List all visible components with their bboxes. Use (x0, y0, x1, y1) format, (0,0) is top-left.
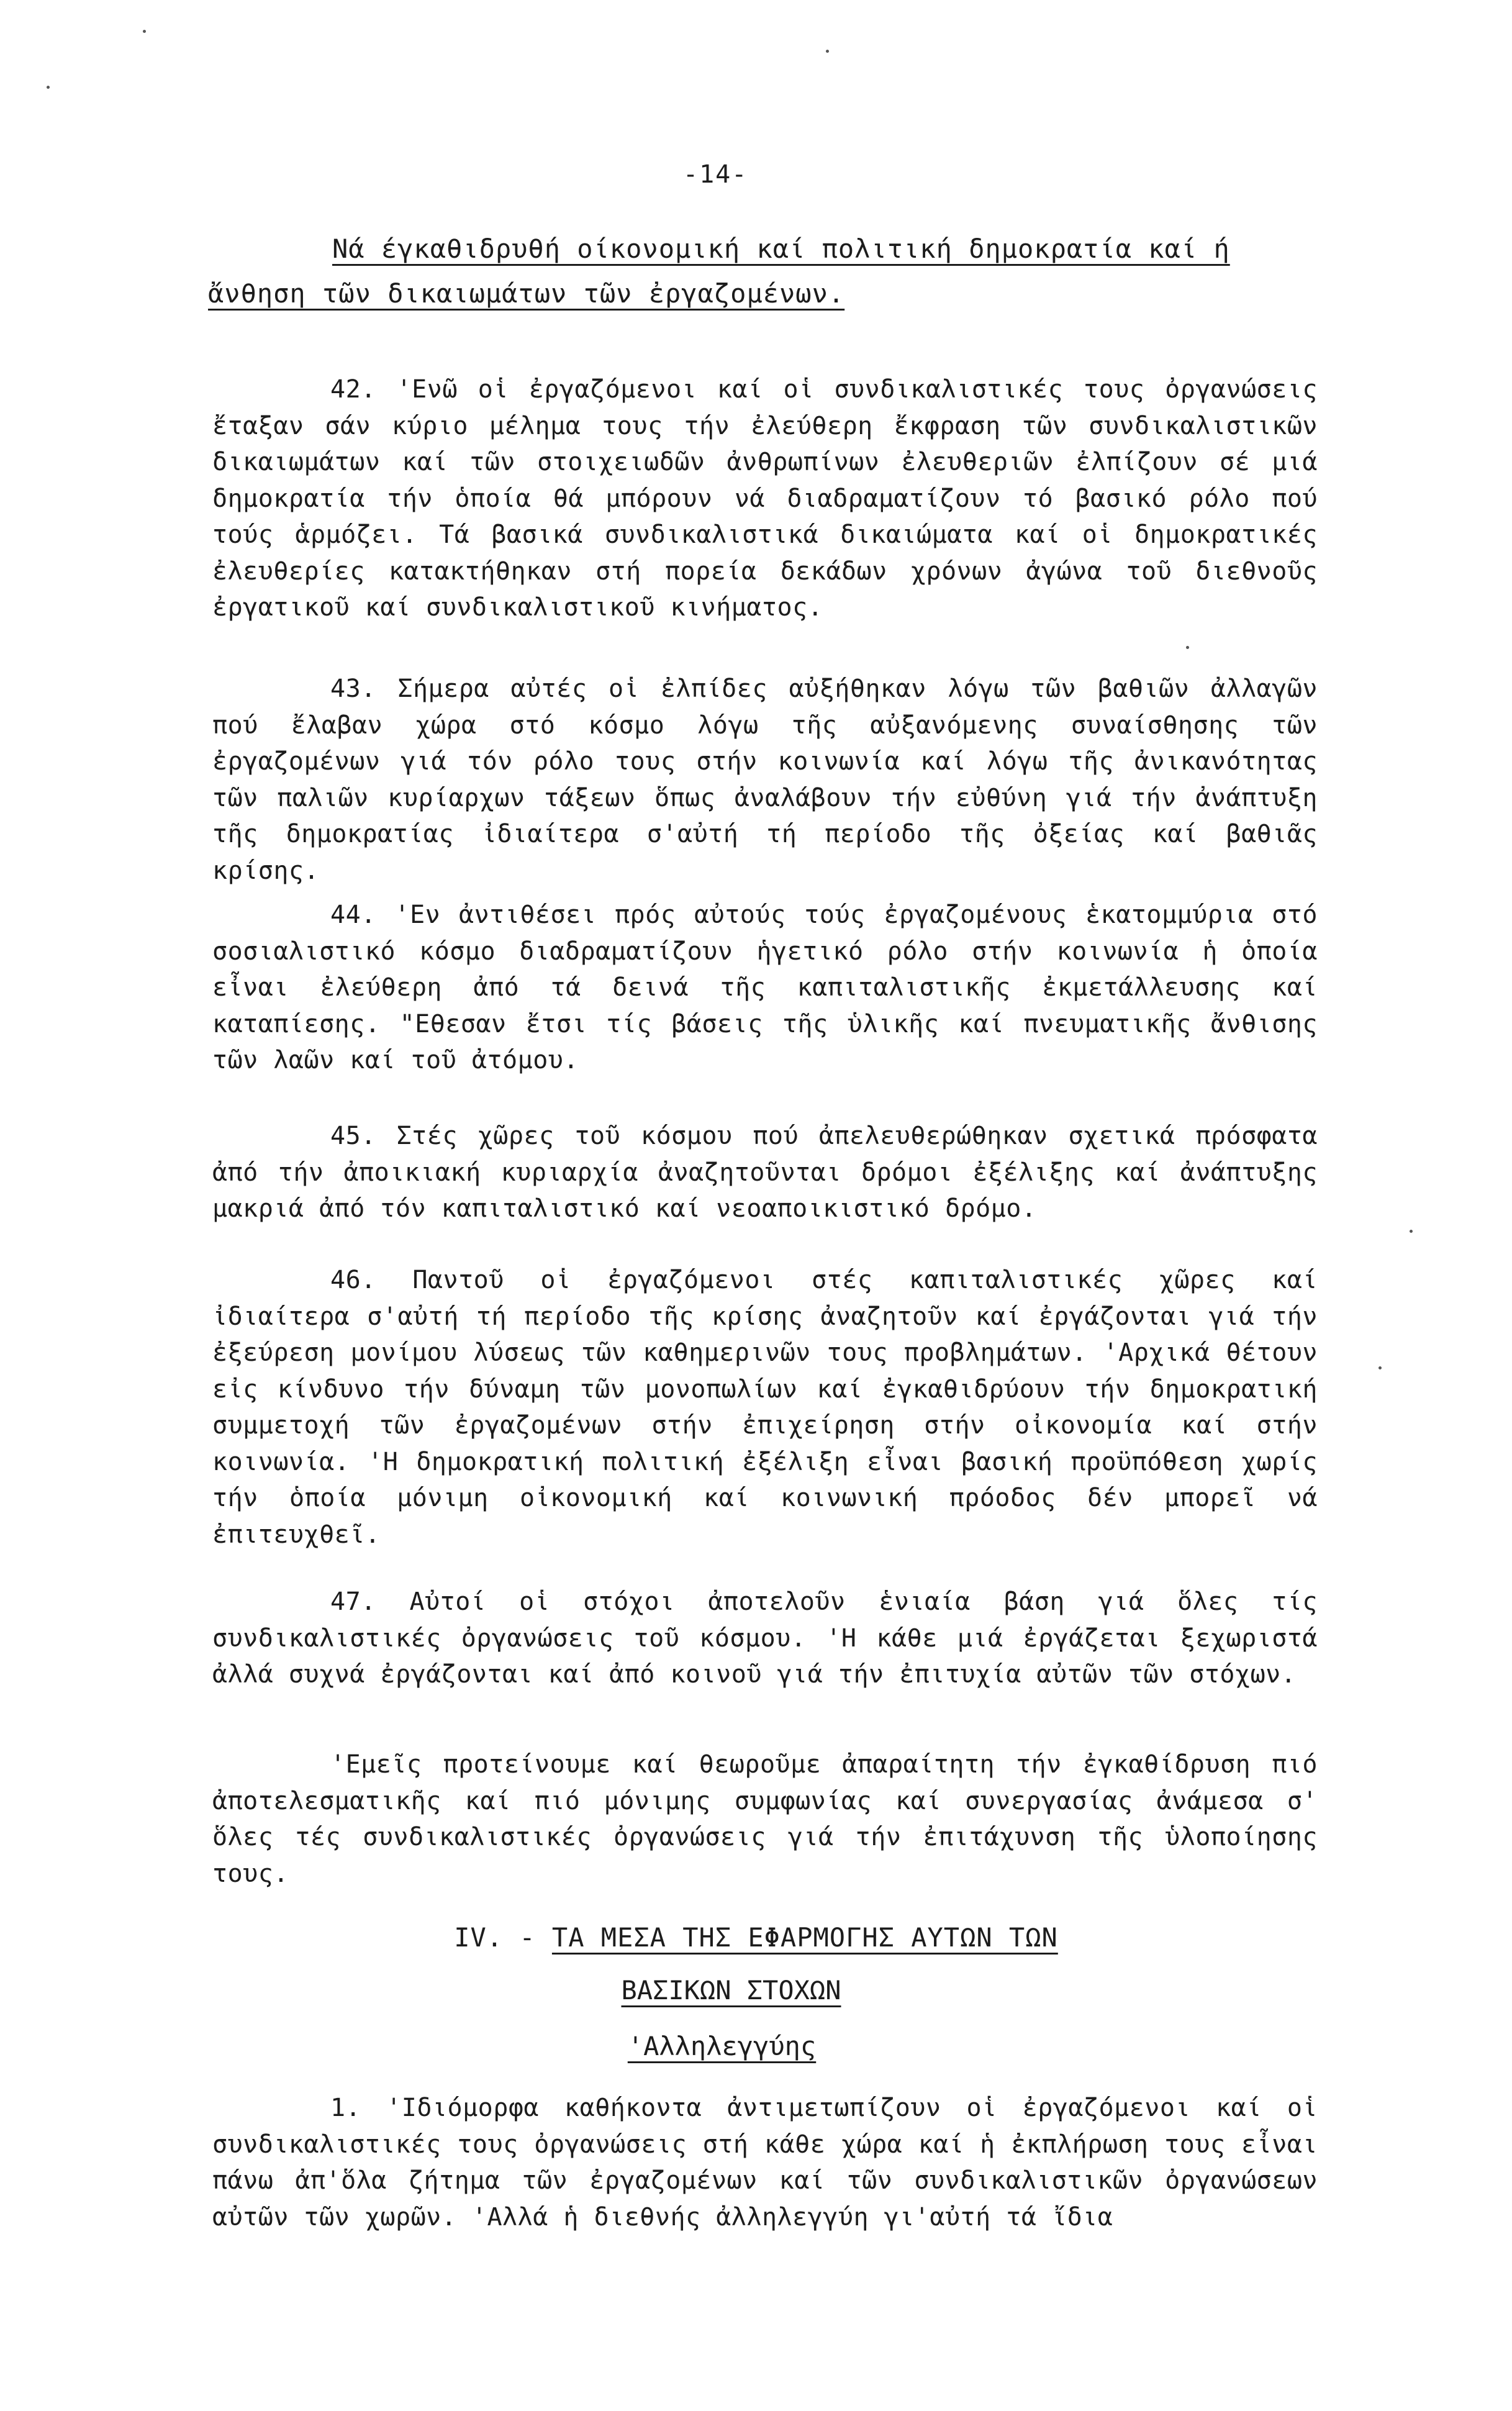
section-heading (208, 227, 1239, 316)
section-iv-title-line-1: ΤΑ ΜΕΣΑ ΤΗΣ ΕΦΑΡΜΟΓΗΣ ΑΥΤΩΝ ΤΩΝ (551, 1922, 1058, 1953)
scan-speck (143, 30, 146, 33)
paragraph-46: 46. Παντοῦ οἱ ἐργαζόμενοι στές καπιταλιστικές χῶρες καί ἰδιαίτερα σ'αὐτή τή περίοδο τῆς κρίσης ἀναζητοῦν καί ἐργάζονται γιά τήν ἐξεύρεση μονίμου λύσεως τῶν καθημερινῶν τους προβλημάτων. 'Αρχικά θέτουν εἰς κίνδυνο τήν δύναμη τῶν μονοπωλίων καί ἐγκαθιδρύουν τήν δημοκρατική συμμετοχή τῶν ἐργαζομένων στήν ἐπιχείρηση στήν οἰκονομία καί στήν κοινωνία. 'Η δημοκρατική πολιτική ἐξέλιξη εἶναι βασική προϋπόθεση χωρίς τήν ὁποία μόνιμη οἰκονομική καί κοινωνική πρόοδος δέν μπορεῖ νά ἐπιτευχθεῖ. (212, 1266, 1318, 1549)
page-number: -14- (683, 160, 748, 189)
paragraph-1: 1. 'Ιδιόμορφα καθήκοντα ἀντιμετωπίζουν οἱ ἐργαζόμενοι καί οἱ συνδικαλιστικές τους ὀργανώσεις στή κάθε χώρα καί ἡ ἐκπλήρωση τους εἶναι πάνω ἀπ'ὅλα ζήτημα τῶν ἐργαζομένων καί τῶν συνδικαλιστικῶν ὀργανώσεων αὐτῶν τῶν χωρῶν. 'Αλλά ἡ διεθνής ἀλληλεγγύη γι'αὐτή τά ἴδια (212, 2094, 1318, 2232)
subtitle-wrap (0, 2031, 1478, 2061)
paragraph-45: 45. Στές χῶρες τοῦ κόσμου πού ἀπελευθερώθηκαν σχετικά πρόσφατα ἀπό τήν ἀποικιακή κυριαρχία ἀναζητοῦνται δρόμοι ἐξέλιξης καί ἀνάπτυξης μακριά ἀπό τόν καπιταλιστικό καί νεοαποικιστικό δρόμο. (212, 1122, 1318, 1223)
paragraph-47: 47. Αὐτοί οἱ στόχοι ἀποτελοῦν ἑνιαία βάση γιά ὅλες τίς συνδικαλιστικές ὀργανώσεις τοῦ κόσμου. 'Η κάθε μιά ἐργάζεται ξεχωριστά ἀλλά συχνά ἐργάζονται καί ἀπό κοινοῦ γιά τήν ἐπιτυχία αὐτῶν τῶν στόχων. (212, 1587, 1318, 1689)
scan-speck (47, 86, 50, 89)
paragraph-42: 42. 'Ενῶ οἱ ἐργαζόμενοι καί οἱ συνδικαλιστικές τους ὀργανώσεις ἔταξαν σάν κύριο μέλημα τους τήν ἐλεύθερη ἔκφραση τῶν συνδικαλιστικῶν δικαιωμάτων καί τῶν στοιχειωδῶν ἀνθρωπίνων ἐλευθεριῶν ἐλπίζουν σέ μιά δημοκρατία τήν ὁποία θά μπόρουν νά διαδραματίζουν τό βασικό ρόλο πού τούς ἁρμόζει. Τά βασικά συνδικαλιστικά δικαιώματα καί οἱ δημοκρατικές ἐλευθερίες κατακτήθηκαν στή πορεία δεκάδων χρόνων ἀγώνα τοῦ διεθνοῦς ἐργατικοῦ καί συνδικαλιστικοῦ κινήματος. (212, 375, 1318, 622)
scan-speck (826, 50, 829, 53)
scan-speck (1410, 1230, 1413, 1233)
heading-line-1: Νά έγκαθιδρυθή οίκονομική καί πολιτική δημοκρατία καί ή (332, 234, 1230, 264)
section-iv-title-line-2-wrap (0, 1975, 1487, 2005)
subtitle-solidarity: 'Αλληλεγγύης (627, 2031, 817, 2061)
paragraph-43: 43. Σήμερα αὐτές οἱ ἐλπίδες αὐξήθηκαν λόγω τῶν βαθιῶν ἀλλαγῶν πού ἔλαβαν χώρα στό κόσμο λόγω τῆς αὐξανόμενης συναίσθησης τῶν ἐργαζομένων γιά τόν ρόλο τους στήν κοινωνία καί λόγω τῆς ἀνικανότητας τῶν παλιῶν κυρίαρχων τάξεων ὅπως ἀναλάβουν τήν εὐθύνη γιά τήν ἀνάπτυξη τῆς δημοκρατίας ἰδιαίτερα σ'αὐτή τή περίοδο τῆς ὀξείας καί βαθιᾶς κρίσης. (212, 674, 1318, 885)
paragraph-proposal: 'Εμεῖς προτείνουμε καί θεωροῦμε ἀπαραίτητη τήν ἐγκαθίδρυση πιό ἀποτελεσματικῆς καί πιό μόνιμης συμφωνίας καί συνεργασίας ἀνάμεσα σ' ὅλες τές συνδικαλιστικές ὀργανώσεις γιά τήν ἐπιτάχυνση τῆς ὑλοποίησης τους. (212, 1750, 1318, 1888)
heading-line-2: ἄνθηση τῶν δικαιωμάτων τῶν ἐργαζομένων. (208, 278, 845, 309)
section-iv-number: IV. - (454, 1922, 536, 1953)
section-iv-title (0, 1922, 1512, 1953)
scan-speck (1378, 1366, 1382, 1369)
paragraph-44: 44. 'Εν ἀντιθέσει πρός αὐτούς τούς ἐργαζομένους ἑκατομμύρια στό σοσιαλιστικό κόσμο διαδραματίζουν ἡγετικό ρόλο στήν κοινωνία ἡ ὁποία εἶναι ἐλεύθερη ἀπό τά δεινά τῆς καπιταλιστικῆς ἐκμετάλλευσης καί καταπίεσης. "Εθεσαν ἔτσι τίς βάσεις τῆς ὑλικῆς καί πνευματικῆς ἄνθισης τῶν λαῶν καί τοῦ ἀτόμου. (212, 901, 1318, 1074)
section-iv-title-line-2: ΒΑΣΙΚΩΝ ΣΤΟΧΩΝ (621, 1975, 841, 2005)
scan-speck (1186, 646, 1189, 649)
